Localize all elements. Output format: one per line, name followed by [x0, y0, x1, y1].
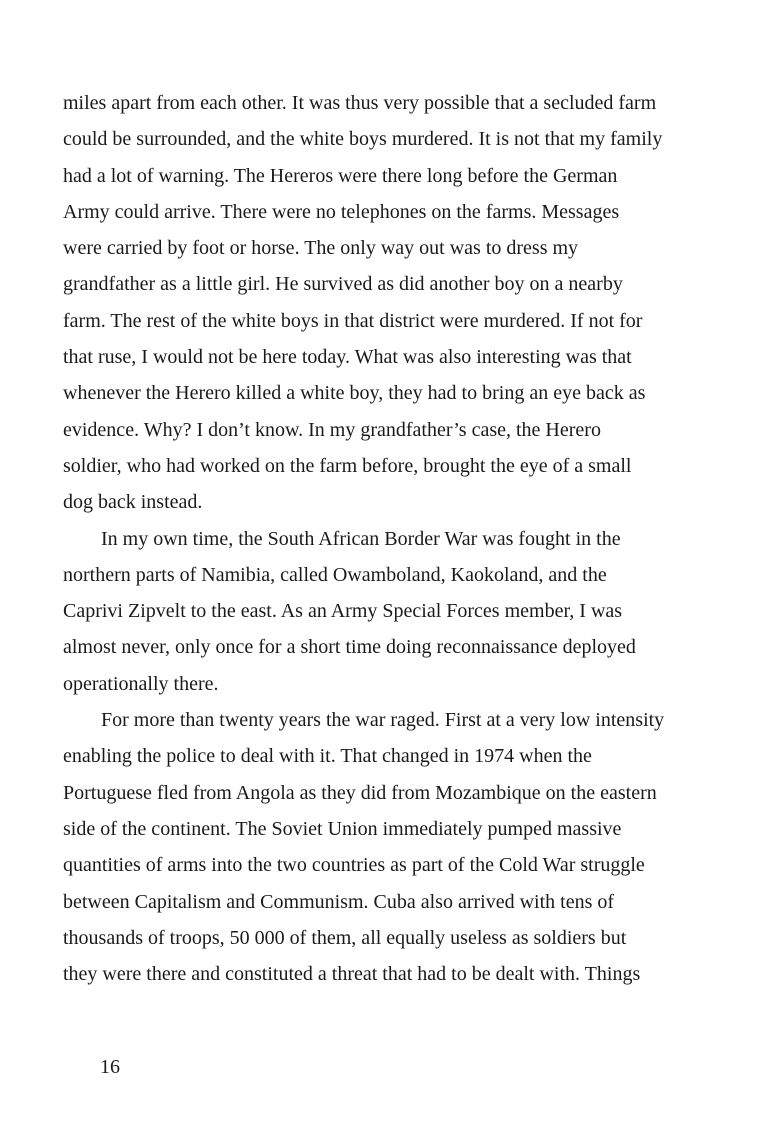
- text-line: enabling the police to deal with it. That changed in 1974 when the: [63, 745, 592, 768]
- text-line: almost never, only once for a short time doing reconnaissance deployed: [63, 636, 636, 659]
- text-line: grandfather as a little girl. He survived as did another boy on a nearby: [63, 273, 623, 296]
- paragraph: [63, 702, 703, 992]
- text-line: miles apart from each other. It was thus very possible that a secluded farm: [63, 92, 657, 114]
- text-line: had a lot of warning. The Hereros were there long before the German: [63, 164, 618, 187]
- text-line: quantities of arms into the two countries as part of the Cold War struggle: [63, 854, 645, 877]
- text-line: farm. The rest of the white boys in that district were murdered. If not for: [63, 309, 643, 332]
- text-line: In my own time, the South African Border War was fought in the: [101, 527, 621, 550]
- text-line: whenever the Herero killed a white boy, they had to bring an eye back as: [63, 382, 646, 405]
- body-text: [63, 85, 703, 992]
- paragraph: [63, 85, 703, 521]
- text-line: between Capitalism and Communism. Cuba also arrived with tens of: [63, 890, 615, 913]
- text-line: soldier, who had worked on the farm before, brought the eye of a small: [63, 454, 632, 477]
- text-line: could be surrounded, and the white boys murdered. It is not that my family: [63, 128, 663, 151]
- text-line: were carried by foot or horse. The only way out was to dress my: [63, 237, 579, 260]
- text-line: they were there and constituted a threat that had to be dealt with. Things: [63, 963, 641, 986]
- text-line: Army could arrive. There were no telephones on the farms. Messages: [63, 200, 620, 223]
- text-line: side of the continent. The Soviet Union immediately pumped massive: [63, 817, 622, 840]
- page-number: 16: [100, 1056, 120, 1078]
- text-line: dog back instead.: [63, 491, 203, 514]
- text-line: northern parts of Namibia, called Owamboland, Kaokoland, and the: [63, 563, 607, 586]
- text-line: For more than twenty years the war raged. First at a very low intensity: [101, 709, 665, 732]
- text-line: thousands of troops, 50 000 of them, all equally useless as soldiers but: [63, 926, 627, 949]
- paragraph: [63, 521, 703, 702]
- text-line: evidence. Why? I don’t know. In my grandfather’s case, the Herero: [63, 418, 601, 441]
- text-line: that ruse, I would not be here today. What was also interesting was that: [63, 346, 632, 369]
- text-line: Portuguese fled from Angola as they did from Mozambique on the eastern: [63, 781, 657, 804]
- text-line: operationally there.: [63, 672, 219, 695]
- text-line: Caprivi Zipvelt to the east. As an Army Special Forces member, I was: [63, 600, 623, 623]
